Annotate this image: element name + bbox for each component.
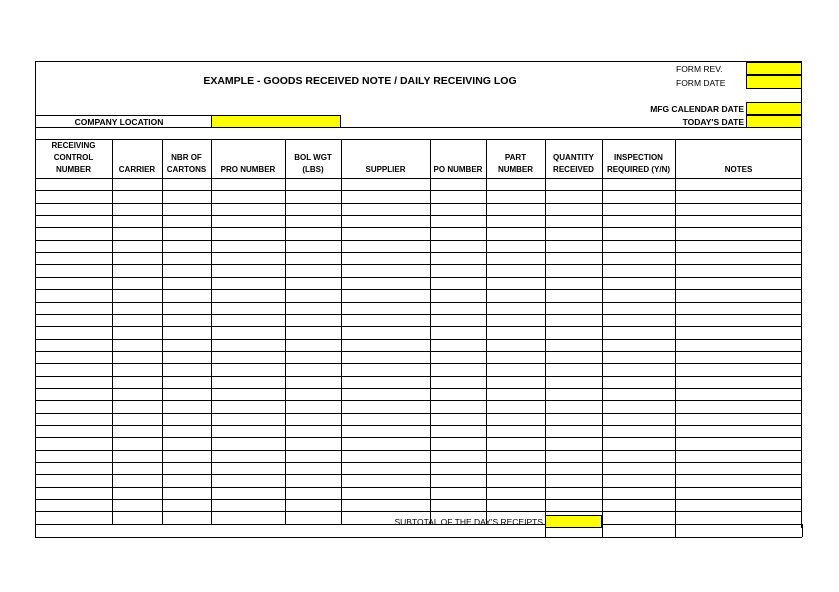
column-header-line: NUMBER [55, 165, 92, 174]
column-header-line: CARTONS [166, 165, 207, 174]
table-row [35, 450, 802, 451]
table-row [35, 511, 802, 512]
column-header-line: QUANTITY [553, 153, 594, 162]
table-row [35, 264, 802, 265]
table-row [35, 240, 802, 241]
table-row [35, 413, 802, 414]
table-row [35, 487, 802, 488]
column-header-3 [211, 164, 285, 176]
table-row [35, 203, 802, 204]
column-divider [211, 139, 212, 524]
table-row [35, 400, 802, 401]
table-row [35, 215, 802, 216]
form-date-label: FORM DATE [676, 78, 726, 88]
table-row [35, 474, 802, 475]
column-header-1 [112, 164, 162, 176]
header-top-rule [35, 139, 802, 140]
table-row [35, 326, 802, 327]
column-header-line: RECEIVED [553, 165, 594, 174]
column-divider [675, 139, 676, 524]
column-header-line: NOTES [724, 165, 753, 174]
location-bottom-rule [35, 127, 802, 128]
column-divider [545, 139, 546, 524]
column-header-line: CARRIER [118, 165, 156, 174]
column-header-line: PART [504, 153, 527, 162]
subtotal-quantity-field[interactable] [545, 515, 602, 528]
todays-date-label: TODAY'S DATE [682, 117, 744, 127]
table-row [35, 289, 802, 290]
form-rev-field[interactable] [746, 62, 802, 75]
table-row [35, 499, 802, 500]
column-divider [112, 139, 113, 524]
table-row [35, 462, 802, 463]
column-header-line: RECEIVING [51, 141, 96, 150]
subtotal-divider [675, 524, 676, 537]
header-bottom-rule [35, 178, 802, 179]
table-row [35, 314, 802, 315]
column-header-line: NBR OF [171, 153, 202, 162]
column-divider [486, 139, 487, 524]
column-header-5 [341, 164, 430, 176]
column-divider [430, 139, 431, 524]
column-header-2 [162, 152, 211, 176]
column-header-8 [545, 152, 602, 176]
table-row [35, 351, 802, 352]
table-row [35, 277, 802, 278]
column-header-7 [486, 152, 545, 176]
table-row [35, 252, 802, 253]
column-header-9 [602, 152, 675, 176]
column-divider [285, 139, 286, 524]
column-header-0 [35, 140, 112, 176]
subtotal-divider [602, 524, 603, 537]
column-divider [341, 139, 342, 524]
column-divider [602, 139, 603, 524]
column-header-10 [675, 164, 802, 176]
column-header-line: REQUIRED (Y/N) [606, 165, 671, 174]
table-row [35, 376, 802, 377]
column-header-4 [285, 152, 341, 176]
column-header-line: INSPECTION [614, 153, 663, 162]
column-header-line: PO NUMBER [433, 165, 483, 174]
column-header-line: BOL WGT [294, 153, 332, 162]
table-row [35, 388, 802, 389]
form-rev-label: FORM REV. [676, 64, 723, 74]
subtotal-right-rule [802, 524, 803, 537]
table-row [35, 227, 802, 228]
form-date-field[interactable] [746, 75, 802, 89]
column-header-line: SUPPLIER [365, 165, 406, 174]
company-location-label: COMPANY LOCATION [74, 117, 164, 127]
column-header-line: CONTROL [53, 153, 94, 162]
table-row [35, 339, 802, 340]
column-divider [162, 139, 163, 524]
subtotal-label: SUBTOTAL OF THE DAY'S RECEIPTS [394, 517, 543, 527]
column-header-line: (LBS) [302, 165, 324, 174]
table-row [35, 363, 802, 364]
table-row [35, 302, 802, 303]
column-header-line: NUMBER [497, 165, 534, 174]
subtotal-bottom-rule [35, 537, 802, 538]
table-row [35, 190, 802, 191]
table-row [35, 425, 802, 426]
mfg-calendar-date-field[interactable] [746, 102, 802, 115]
table-row [35, 437, 802, 438]
column-header-6 [430, 164, 486, 176]
column-header-line: PRO NUMBER [220, 165, 276, 174]
subtotal-left-rule [35, 524, 36, 537]
form-frame [35, 61, 802, 528]
form-title: EXAMPLE - GOODS RECEIVED NOTE / DAILY RECEIVING LOG [203, 75, 517, 87]
mfg-calendar-date-label: MFG CALENDAR DATE [650, 104, 744, 114]
